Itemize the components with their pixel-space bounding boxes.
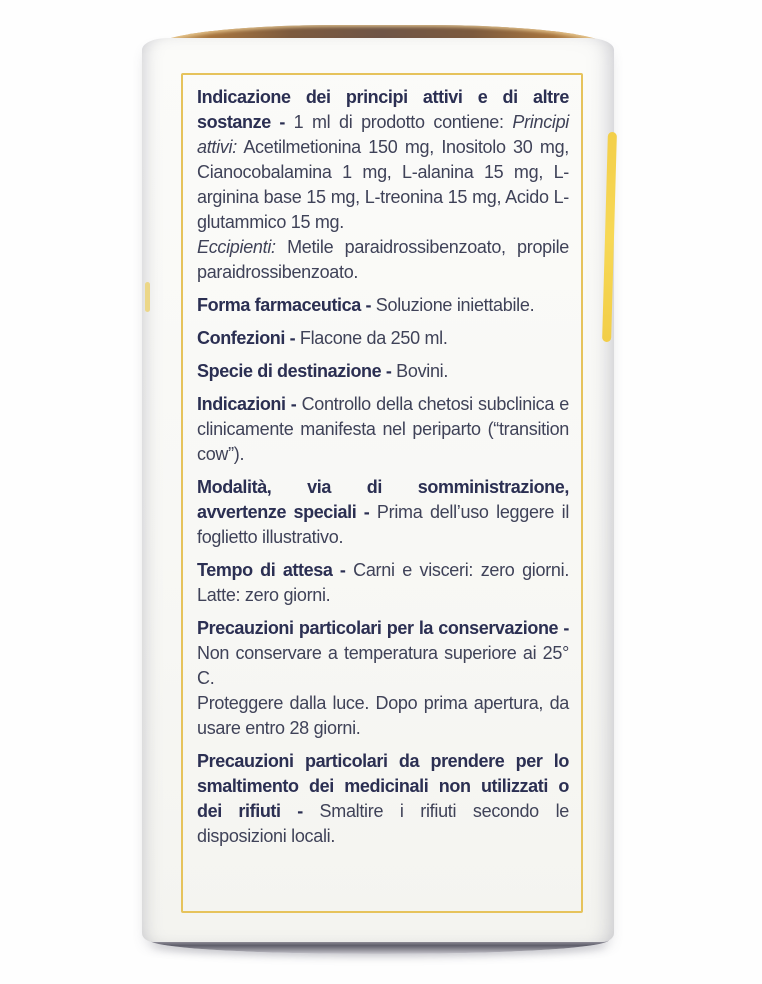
disposal-text: Smaltire i rifiuti secondo le disposizioni locali. [197, 801, 569, 846]
section-composition [197, 85, 569, 285]
packs-text: Flacone da 250 ml. [299, 328, 448, 348]
active-ingredients-label: Principi attivi: [197, 112, 570, 157]
excipients-label: Eccipienti: [197, 237, 276, 257]
section-packs [197, 326, 569, 351]
excipients-list: Metile paraidrossibenzoato, propile paraidrossibenzoato. [197, 237, 569, 282]
withdrawal-period-text: Carni e visceri: zero giorni. Latte: zero giorni. [197, 560, 570, 605]
indications-text: Controllo della chetosi subclinica e clinicamente manifesta nel periparto (“transition cow”). [197, 394, 569, 464]
section-indications [197, 392, 569, 467]
section-disposal [197, 749, 569, 849]
label-text [197, 85, 569, 857]
section-target-species [197, 359, 569, 384]
packs-heading: Confezioni - [197, 328, 296, 348]
section-administration [197, 475, 569, 550]
target-species-heading: Specie di destinazione - [197, 361, 392, 381]
storage-text-2: Proteggere dalla luce. Dopo prima apertura, da usare entro 28 giorni. [197, 693, 569, 738]
section-pharmaceutical-form [197, 293, 569, 318]
administration-text: Prima dell’uso leggere il foglietto illustrativo. [197, 502, 570, 547]
storage-text-1: Non conservare a temperatura superiore ai 25° C. [197, 643, 569, 688]
section-withdrawal-period [197, 558, 569, 608]
disposal-heading: Precauzioni particolari da prendere per lo smaltimento dei medicinali non utilizzati o dei rifiuti - [197, 751, 569, 821]
section-storage [197, 616, 569, 741]
withdrawal-period-heading: Tempo di attesa - [197, 560, 346, 580]
box-left-yellow-mark [145, 282, 150, 312]
composition-intro: 1 ml di prodotto contiene: [293, 112, 504, 132]
composition-heading: Indicazione dei principi attivi e di altre sostanze - [197, 87, 569, 132]
pharmaceutical-form-text: Soluzione iniettabile. [375, 295, 535, 315]
storage-heading: Precauzioni particolari per la conservazione - [197, 618, 569, 638]
pharmaceutical-form-heading: Forma farmaceutica - [197, 295, 372, 315]
active-ingredients-list: Acetilmetionina 150 mg, Inositolo 30 mg, Cianocobalamina 1 mg, L-alanina 15 mg, L-arginina base 15 mg, L-treonina 15 mg, Acido L-glutammico 15 mg. [197, 137, 569, 232]
indications-heading: Indicazioni - [197, 394, 297, 414]
administration-heading: Modalità, via di somministrazione, avvertenze speciali - [197, 477, 569, 522]
target-species-text: Bovini. [396, 361, 449, 381]
